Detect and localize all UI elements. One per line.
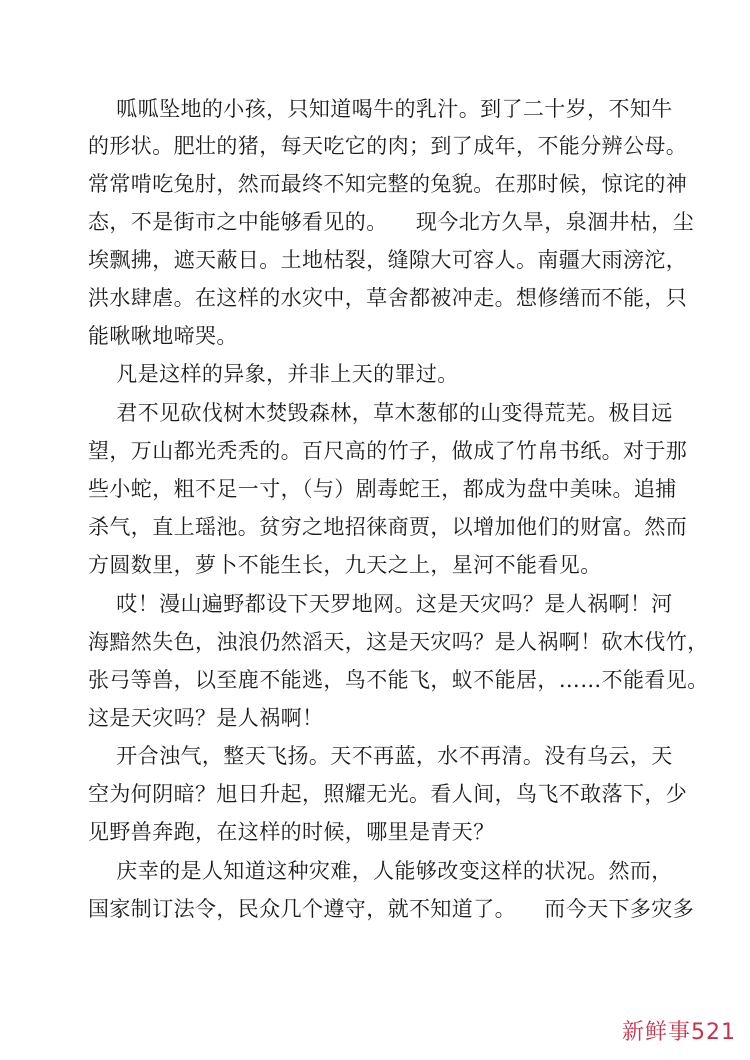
- text-line-19: 空为何阴暗？旭日升起，照耀无光。看人间，鸟飞不敢落下，少: [88, 782, 688, 806]
- text-line-3: 常常啃吃兔肘，然而最终不知完整的兔貌。在那时候，惊诧的神: [88, 172, 688, 196]
- text-line-6: 洪水肆虐。在这样的水灾中，草舍都被冲走。想修缮而不能，只: [88, 286, 688, 310]
- text-line-18: 开合浊气，整天飞扬。天不再蓝，水不再清。没有乌云，天: [88, 744, 673, 768]
- text-line-15: 海黯然失色，浊浪仍然滔天，这是天灾吗？是人祸啊！砍木伐竹，: [88, 630, 709, 654]
- text-line-11: 些小蛇，粗不足一寸，（与）剧毒蛇王，都成为盘中美味。追捕: [88, 477, 677, 501]
- text-line-2: 的形状。肥壮的猪，每天吃它的肉；到了成年，不能分辨公母。: [88, 134, 688, 158]
- text-line-14: 哎！漫山遍野都设下天罗地网。这是天灾吗？是人祸啊！河: [88, 592, 673, 616]
- text-line-8: 凡是这样的异象，并非上天的罪过。: [88, 362, 459, 386]
- text-line-16: 张弓等兽，以至鹿不能逃，鸟不能飞，蚁不能居，……不能看见。: [88, 668, 709, 692]
- text-line-21: 庆幸的是人知道这种灾难，人能够改变这样的状况。然而，: [88, 859, 673, 883]
- text-line-7: 能啾啾地啼哭。: [88, 324, 238, 348]
- text-line-4: 态，不是街市之中能够看见的。 现今北方久旱，泉涸井枯，尘: [88, 210, 695, 234]
- text-line-12: 杀气，直上瑶池。贫穷之地招徕商贾，以增加他们的财富。然而: [88, 515, 688, 539]
- text-line-17: 这是天灾吗？是人祸啊！: [88, 706, 324, 730]
- text-line-13: 方圆数里，萝卜不能生长，九天之上，星河不能看见。: [88, 553, 602, 577]
- text-line-1: 呱呱坠地的小孩，只知道喝牛的乳汁。到了二十岁，不知牛: [88, 97, 673, 121]
- text-line-10: 望，万山都光秃秃的。百尺高的竹子，做成了竹帛书纸。对于那: [88, 439, 688, 463]
- text-line-9: 君不见砍伐树木焚毁森林，草木葱郁的山变得荒芜。极目远: [88, 401, 673, 425]
- text-line-20: 见野兽奔跑，在这样的时候，哪里是青天？: [88, 820, 495, 844]
- text-line-5: 埃飘拂，遮天蔽日。土地枯裂，缝隙大可容人。南疆大雨滂沱，: [88, 248, 688, 272]
- watermark-logo: 新鲜事521: [622, 1020, 736, 1045]
- text-line-22: 国家制订法令，民众几个遵守，就不知道了。 而今天下多灾多: [88, 897, 695, 921]
